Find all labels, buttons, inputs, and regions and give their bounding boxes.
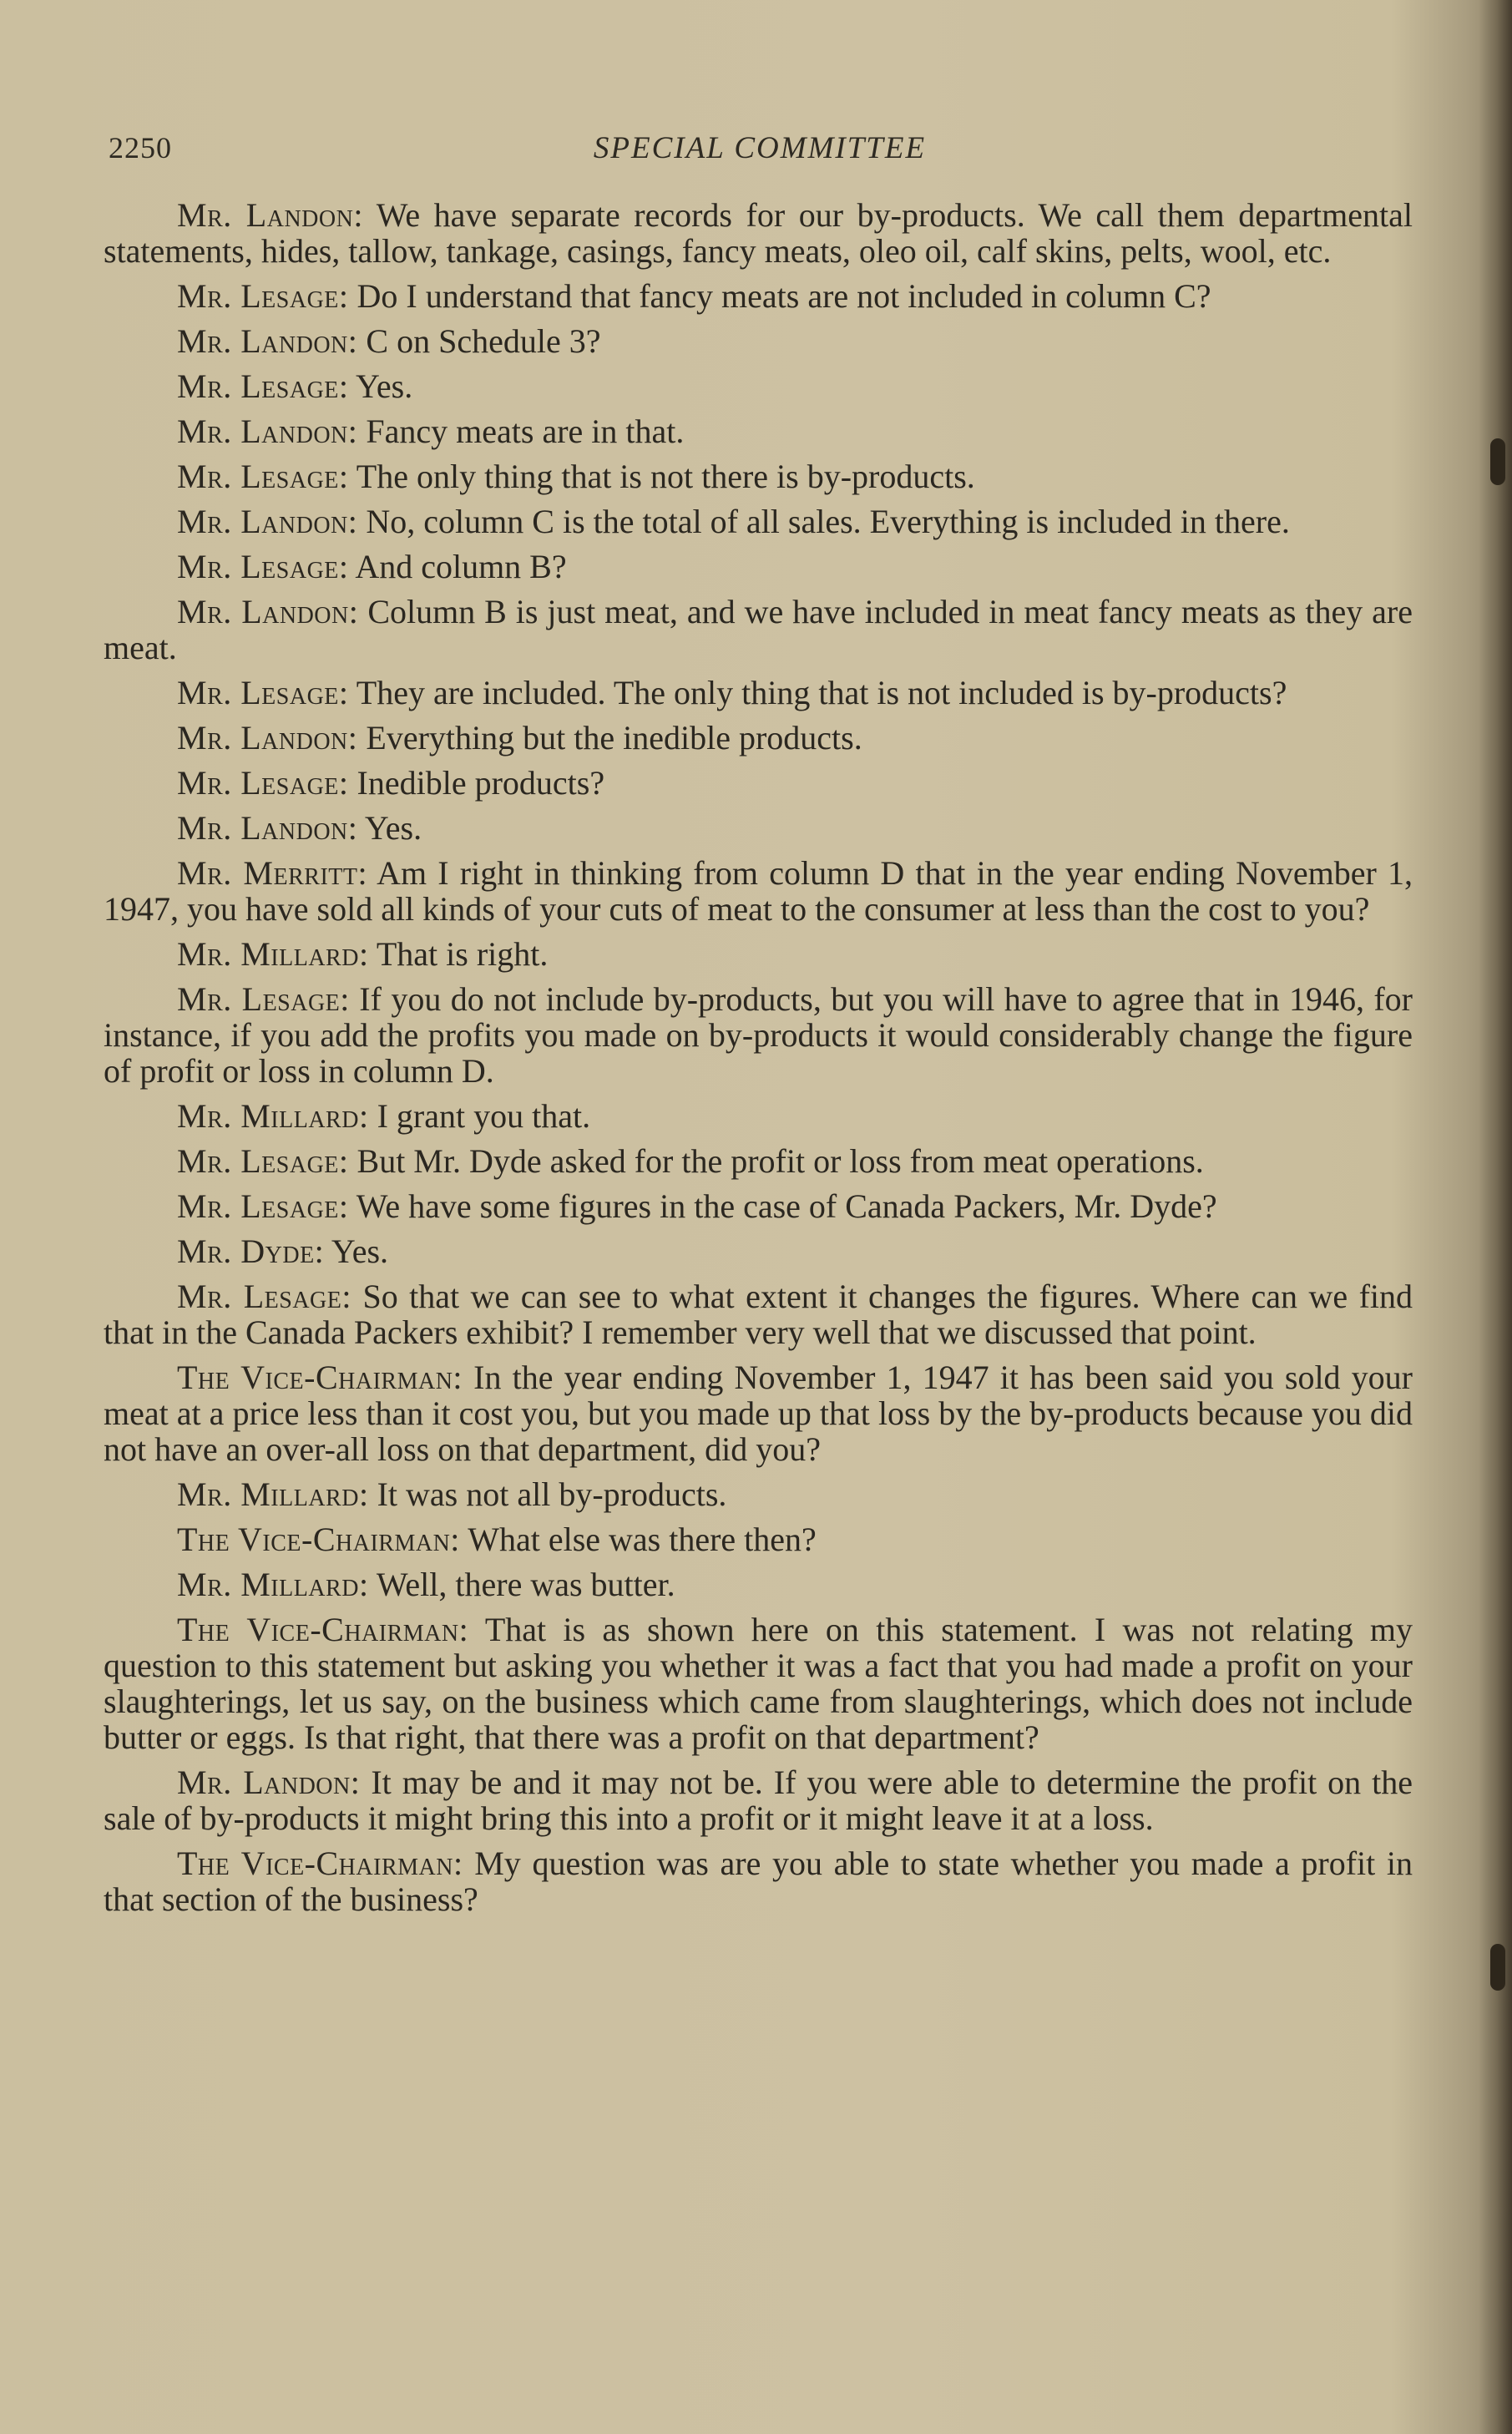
speech-text: It was not all by-products. xyxy=(377,1475,727,1513)
speaker-name: Mr. Lesage: xyxy=(177,980,350,1018)
speech-text: Inedible products? xyxy=(357,764,605,802)
speaker-name: Mr. Millard: xyxy=(177,1097,369,1135)
speech-text: And column B? xyxy=(355,548,567,585)
speech-text: I grant you that. xyxy=(377,1097,591,1135)
speaker-name: The Vice-Chairman: xyxy=(177,1611,469,1648)
speaker-name: Mr. Landon: xyxy=(177,412,358,450)
speech-text: It may be and it may not be. If you were able to determine the profit on the sale of by-products it might bring this into a profit or it might leave it at a loss. xyxy=(104,1764,1413,1837)
speech-text: In the year ending November 1, 1947 it has been said you sold your meat at a price less than it cost you, but you made up that loss by the by-products because you did not have an over-all loss on that department, did you? xyxy=(104,1359,1413,1468)
transcript-paragraph xyxy=(104,981,1413,1089)
transcript-paragraph xyxy=(104,368,1413,404)
speech-text: Yes. xyxy=(356,367,413,405)
speaker-name: The Vice-Chairman: xyxy=(177,1359,463,1396)
transcript-paragraph xyxy=(104,1188,1413,1224)
speech-text: Fancy meats are in that. xyxy=(366,412,685,450)
transcript-paragraph xyxy=(104,278,1413,314)
page-header xyxy=(109,127,1411,177)
speaker-name: Mr. Landon: xyxy=(177,503,358,540)
speaker-name: The Vice-Chairman: xyxy=(177,1521,460,1558)
transcript-paragraph xyxy=(104,1566,1413,1602)
page-number: 2250 xyxy=(109,131,172,164)
transcript-paragraph xyxy=(104,458,1413,494)
speaker-name: Mr. Lesage: xyxy=(177,674,349,711)
transcript-paragraph xyxy=(104,413,1413,449)
speaker-name: Mr. Dyde: xyxy=(177,1232,325,1270)
speech-text: Well, there was butter. xyxy=(376,1566,675,1603)
transcript-paragraph xyxy=(104,936,1413,972)
transcript-paragraph xyxy=(104,197,1413,269)
speech-text: That is right. xyxy=(376,935,549,973)
speaker-name: Mr. Millard: xyxy=(177,1566,369,1603)
speech-text: The only thing that is not there is by-products. xyxy=(356,458,975,495)
speech-text: They are included. The only thing that is not included is by-products? xyxy=(356,674,1287,711)
speech-text: No, column C is the total of all sales. Everything is included in there. xyxy=(366,503,1290,540)
speaker-name: Mr. Lesage: xyxy=(177,548,349,585)
speaker-name: Mr. Lesage: xyxy=(177,277,349,315)
speaker-name: Mr. Lesage: xyxy=(177,1142,349,1180)
speech-text: Do I understand that fancy meats are not included in column C? xyxy=(357,277,1211,315)
transcript-paragraph xyxy=(104,594,1413,665)
transcript-paragraph xyxy=(104,1233,1413,1269)
binding-hole-bottom xyxy=(1490,1944,1505,1991)
transcript-paragraph xyxy=(104,549,1413,584)
speech-text: We have separate records for our by-products. We call them departmental statements, hides, tallow, tankage, casings, fancy meats, oleo oil, calf skins, pelts, wool, etc. xyxy=(104,196,1413,270)
transcript-paragraph xyxy=(104,1278,1413,1350)
speaker-name: Mr. Merritt: xyxy=(177,854,368,892)
speech-text: C on Schedule 3? xyxy=(366,322,601,360)
speaker-name: Mr. Lesage: xyxy=(177,1187,349,1225)
transcript-paragraph xyxy=(104,1098,1413,1134)
speech-text: So that we can see to what extent it changes the figures. Where can we find that in the Canada Packers exhibit? I remember very well that we discussed that point. xyxy=(104,1278,1413,1351)
speaker-name: Mr. Landon: xyxy=(177,322,358,360)
speech-text: Yes. xyxy=(331,1232,389,1270)
speech-text: Am I right in thinking from column D that in the year ending November 1, 1947, you have sold all kinds of your cuts of meat to the consumer at less than the cost to you? xyxy=(104,854,1413,928)
speaker-name: Mr. Lesage: xyxy=(177,367,349,405)
speech-text: Yes. xyxy=(364,809,422,847)
speech-text: Column B is just meat, and we have included in meat fancy meats as they are meat. xyxy=(104,593,1413,666)
speech-text: Everything but the inedible products. xyxy=(366,719,862,757)
speech-text: We have some figures in the case of Canada Packers, Mr. Dyde? xyxy=(356,1187,1217,1225)
speaker-name: The Vice-Chairman: xyxy=(177,1844,463,1882)
binding-edge xyxy=(1479,0,1512,2434)
speaker-name: Mr. Landon: xyxy=(177,196,363,234)
speech-text: My question was are you able to state whether you made a profit in that section of the business? xyxy=(104,1844,1413,1918)
transcript-paragraph xyxy=(104,1845,1413,1917)
speech-text: If you do not include by-products, but you will have to agree that in 1946, for instance, if you add the profits you made on by-products it would considerably change the figure of profit or loss in column D. xyxy=(104,980,1413,1090)
speech-text: But Mr. Dyde asked for the profit or loss from meat operations. xyxy=(357,1142,1204,1180)
transcript-paragraph xyxy=(104,503,1413,539)
transcript-paragraph xyxy=(104,1521,1413,1557)
speaker-name: Mr. Lesage: xyxy=(177,1278,351,1315)
transcript-paragraph xyxy=(104,1359,1413,1467)
transcript-body xyxy=(104,197,1413,1926)
binding-hole-top xyxy=(1490,438,1505,485)
speaker-name: Mr. Landon: xyxy=(177,1764,361,1801)
running-head: SPECIAL COMMITTEE xyxy=(593,131,927,165)
speaker-name: Mr. Lesage: xyxy=(177,764,349,802)
speaker-name: Mr. Landon: xyxy=(177,809,358,847)
speech-text: That is as shown here on this statement. I was not relating my question to this statement but asking you whether it was a fact that you had made a profit on your slaughterings, let us say, on the business which came from slaughterings, which does not include butter or eggs. Is that right, that there was a profit on that department? xyxy=(104,1611,1413,1756)
speaker-name: Mr. Millard: xyxy=(177,935,369,973)
transcript-paragraph xyxy=(104,810,1413,846)
transcript-paragraph xyxy=(104,765,1413,801)
transcript-paragraph xyxy=(104,1143,1413,1179)
transcript-paragraph xyxy=(104,675,1413,711)
speaker-name: Mr. Landon: xyxy=(177,719,358,757)
speaker-name: Mr. Landon: xyxy=(177,593,359,630)
speaker-name: Mr. Lesage: xyxy=(177,458,349,495)
transcript-paragraph xyxy=(104,1476,1413,1512)
transcript-paragraph xyxy=(104,1612,1413,1755)
speaker-name: Mr. Millard: xyxy=(177,1475,369,1513)
transcript-paragraph xyxy=(104,1764,1413,1836)
speech-text: What else was there then? xyxy=(468,1521,817,1558)
transcript-paragraph xyxy=(104,855,1413,927)
transcript-paragraph xyxy=(104,323,1413,359)
transcript-paragraph xyxy=(104,720,1413,756)
